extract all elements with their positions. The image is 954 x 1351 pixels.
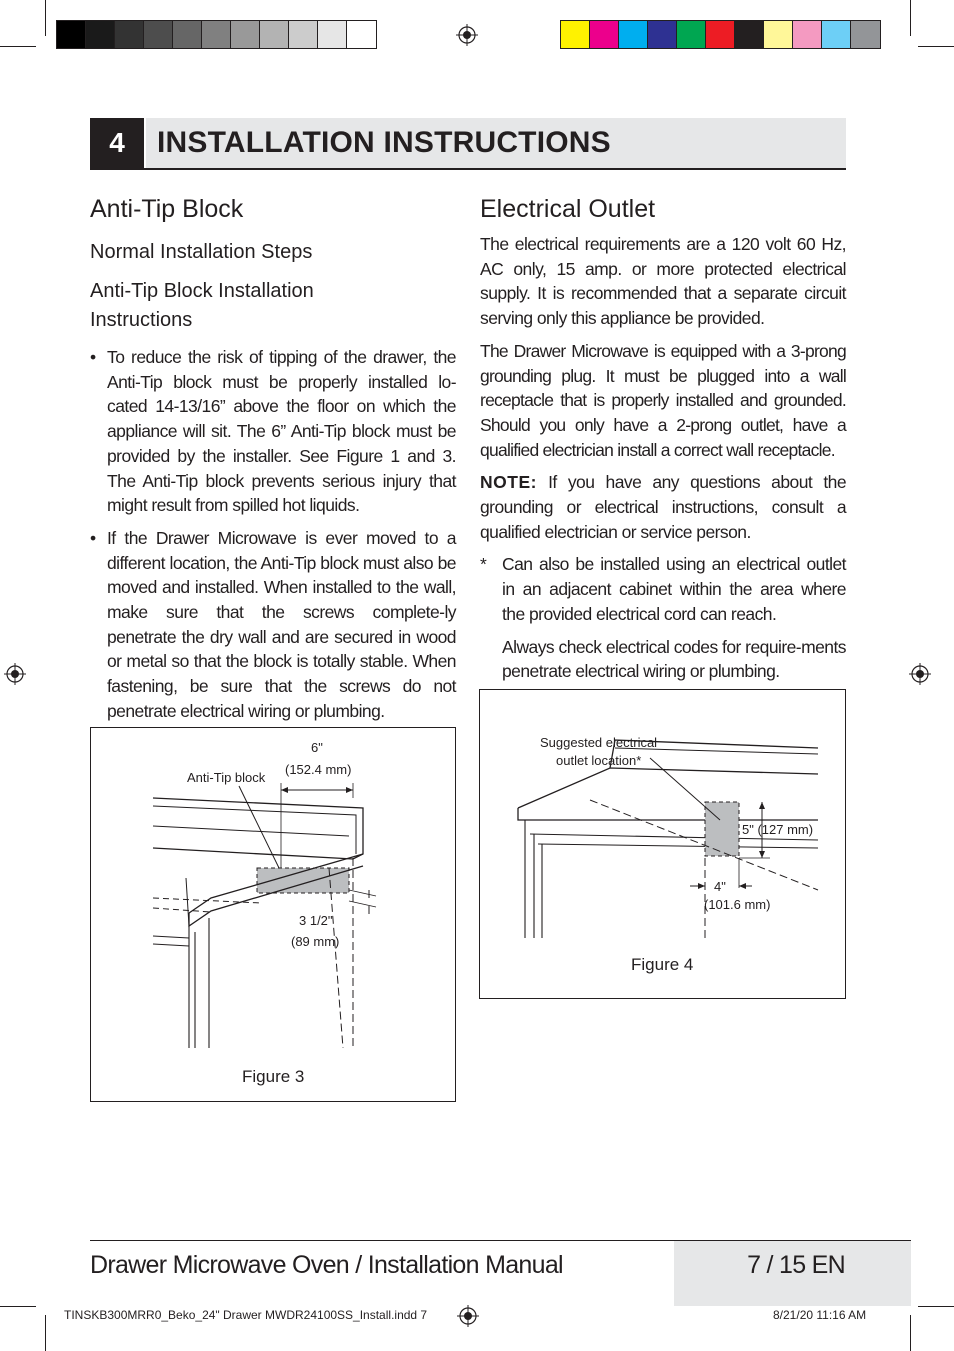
- color-swatch: [561, 21, 590, 48]
- color-swatch: [318, 21, 347, 48]
- section-header: [90, 118, 846, 170]
- color-swatch: [677, 21, 706, 48]
- color-swatch: [260, 21, 289, 48]
- color-swatch: [86, 21, 115, 48]
- crop-mark: [910, 1315, 911, 1351]
- crop-mark: [0, 46, 36, 47]
- color-swatch: [706, 21, 735, 48]
- color-swatch: [57, 21, 86, 48]
- color-swatch: [347, 21, 376, 48]
- left-column: [90, 195, 456, 732]
- fig4-outlet-label-line2: outlet location*: [556, 753, 642, 768]
- color-swatch: [115, 21, 144, 48]
- anti-tip-bullet-list: [90, 345, 456, 724]
- figure-4: [479, 689, 846, 999]
- anti-tip-block-diagram: [91, 728, 457, 1103]
- registration-mark-icon: [4, 663, 26, 685]
- color-swatch: [648, 21, 677, 48]
- fig3-width-label: 6": [311, 740, 323, 755]
- fig3-height-label: 3 1/2": [299, 913, 333, 928]
- color-swatch: [793, 21, 822, 48]
- right-column: [480, 195, 846, 692]
- crop-mark: [45, 0, 46, 36]
- color-swatch: [202, 21, 231, 48]
- crop-mark: [918, 46, 954, 47]
- list-item: • To reduce the risk of tipping of the drawer, the Anti-Tip block must be properly installed lo-cated 14-13/16” above the floor on which the appliance will sit. The 6” Anti-Tip block must be provided by the installer. See Figure 1 and 3. The Anti-Tip block prevents serious injury that might result from spilled hot liquids.: [90, 345, 456, 518]
- fig4-width-label: 4": [714, 879, 726, 894]
- note-text: If you have any questions about the grounding or electrical instructions, consult a qualified electrician or service person.: [480, 472, 846, 542]
- fig4-outlet-label-line1: Suggested electrical: [540, 735, 658, 750]
- grayscale-color-bar: [56, 20, 377, 49]
- note-paragraph: [480, 470, 846, 544]
- crop-mark: [0, 1306, 36, 1307]
- section-title: INSTALLATION INSTRUCTIONS: [157, 126, 611, 159]
- grounding-plug-paragraph: The Drawer Microwave is equipped with a 3-prong grounding plug. It must be plugged into a wall receptacle that is properly installed and grounded. Should you only have a 2-prong outlet, have a qualified electrician install a correct wall receptacle.: [480, 340, 846, 460]
- section-number: 4: [90, 118, 144, 168]
- footer-page-number: 7 / 15 EN: [747, 1251, 845, 1279]
- anti-tip-instructions-subheading: Anti-Tip Block Installation Instructions: [90, 280, 314, 331]
- fig4-width-mm-label: (101.6 mm): [704, 897, 771, 912]
- footer-manual-title: Drawer Microwave Oven / Installation Manual: [90, 1251, 563, 1279]
- process-color-bar: [560, 20, 881, 49]
- code-check-paragraph: Always check electrical codes for require-ments penetrate electrical wiring or plumbing.: [502, 636, 846, 682]
- fig3-width-mm-label: (152.4 mm): [285, 762, 352, 777]
- electrical-requirements-paragraph: The electrical requirements are a 120 volt 60 Hz, AC only, 15 amp. or more protected electrical supply. It is recommended that a separate circuit serving only this appliance be provided.: [480, 234, 846, 329]
- color-swatch: [289, 21, 318, 48]
- registration-mark-icon: [909, 663, 931, 685]
- color-swatch: [735, 21, 764, 48]
- color-swatch: [619, 21, 648, 48]
- color-swatch: [590, 21, 619, 48]
- fig4-height-label: 5" (127 mm): [742, 822, 814, 837]
- crop-mark: [910, 0, 911, 36]
- color-swatch: [851, 21, 880, 48]
- electrical-outlet-heading: Electrical Outlet: [480, 195, 656, 223]
- footnote-paragraph: * Can also be installed using an electrical outlet in an adjacent cabinet within the area where the provided electrical cord can reach.: [480, 552, 846, 626]
- registration-mark-icon: [457, 1305, 479, 1327]
- figure-3: [90, 727, 456, 1102]
- crop-mark: [45, 1315, 46, 1351]
- color-swatch: [822, 21, 851, 48]
- color-swatch: [144, 21, 173, 48]
- registration-mark-icon: [456, 24, 478, 46]
- color-swatch: [764, 21, 793, 48]
- normal-installation-subheading: Normal Installation Steps: [90, 241, 313, 263]
- fig3-block-label: Anti-Tip block: [187, 770, 266, 785]
- figure-4-caption: Figure 4: [631, 955, 694, 974]
- print-slug-date: 8/21/20 11:16 AM: [773, 1308, 867, 1322]
- electrical-outlet-diagram: [480, 690, 847, 1000]
- crop-mark: [918, 1306, 954, 1307]
- print-slug-filename: TINSKB300MRR0_Beko_24" Drawer MWDR24100SS_Install.indd 7: [64, 1308, 428, 1322]
- color-swatch: [231, 21, 260, 48]
- list-item: • If the Drawer Microwave is ever moved to a different location, the Anti-Tip block must also be moved and installed. When installed to the wall, make sure that the screws complete-ly penetrate the dry wall and are secured in wood or metal so that the block is totally stable. When fastening, be sure that the screws do not penetrate electrical wiring or plumbing.: [90, 526, 456, 724]
- anti-tip-heading: Anti-Tip Block: [90, 195, 244, 223]
- note-label: NOTE:: [480, 472, 537, 493]
- color-swatch: [173, 21, 202, 48]
- fig3-height-mm-label: (89 mm): [291, 934, 340, 949]
- figure-3-caption: Figure 3: [242, 1067, 305, 1086]
